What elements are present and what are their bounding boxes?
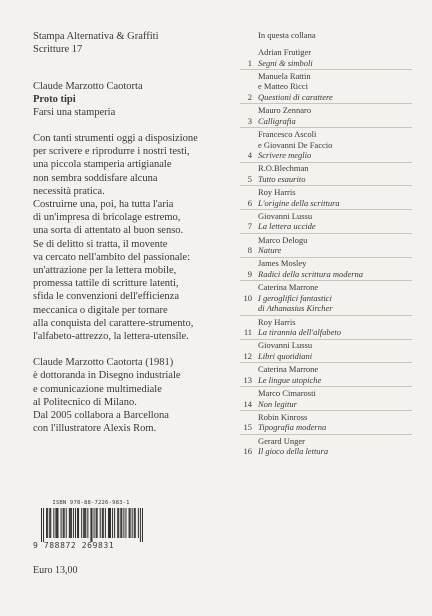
book-author: Claude Marzotto Caotorta (33, 81, 143, 92)
series-number: Scritture 17 (33, 44, 83, 55)
entry-author: Giovanni Lussu (258, 340, 313, 351)
barcode-bar (84, 508, 85, 538)
barcode-bar (56, 508, 57, 538)
blurb-line: una piccola stamperia artigianale (33, 159, 172, 171)
barcode-bar (110, 508, 111, 538)
series-entry (240, 412, 420, 433)
publisher-block (33, 30, 238, 56)
entry-author: James Mosley (258, 258, 307, 269)
series-entry (240, 187, 420, 208)
barcode-bar (66, 508, 67, 538)
barcode-bar (69, 508, 70, 538)
entry-author: Adrian Frutiger (258, 47, 312, 57)
entry-author: Marco Delogu (258, 234, 308, 245)
barcode-bar (43, 508, 44, 542)
entry-author: Giovanni Lussu (258, 210, 313, 221)
barcode-bar (109, 508, 110, 538)
entry-title: Segni & simboli (258, 57, 313, 68)
series-entry (240, 71, 420, 103)
series-entry (240, 282, 420, 314)
blurb-line: non sembra soddisfare alcuna (33, 172, 158, 184)
entry-title: La lettera uccide (258, 221, 316, 232)
blurb-line: Se di delitto si tratta, il movente (33, 238, 168, 250)
barcode-bar (140, 508, 141, 542)
entry-number: 13 (243, 374, 252, 385)
isbn-label: ISBN 978-88-7226-983-1 (52, 500, 130, 506)
entry-number: 11 (243, 327, 252, 338)
left-column (33, 30, 238, 448)
entry-number: 7 (247, 221, 252, 232)
barcode-bar (77, 508, 78, 538)
entry-title: Le lingue utopiche (258, 374, 322, 385)
entry-number: 3 (247, 115, 252, 126)
entry-number: 6 (247, 197, 252, 208)
entry-title: di Athanasius Kircher (258, 303, 333, 314)
series-entry (240, 317, 420, 338)
blurb-line: va cercato nell'ambito del passionale: (33, 251, 190, 263)
entry-number: 4 (247, 150, 252, 161)
series-entry (240, 163, 420, 184)
series-entry (240, 364, 420, 385)
blurb-line: un'attrazione per la lettera mobile, (33, 265, 177, 277)
barcode-bar (138, 508, 139, 538)
barcode-bar (41, 508, 42, 542)
barcode-bar (132, 508, 133, 538)
barcode-bar (142, 508, 143, 542)
barcode-bar (70, 508, 71, 538)
entry-number: 10 (243, 292, 252, 303)
publisher-name: Stampa Alternativa & Graffiti (33, 31, 159, 42)
blurb-line: una sorta di attentato al buon senso. (33, 225, 184, 237)
barcode-bar (71, 508, 72, 538)
barcode-bar (112, 508, 113, 538)
barcode-bar (96, 508, 97, 538)
barcode-bar (73, 508, 74, 538)
entry-author: Marco Cimarosti (258, 387, 316, 398)
barcode-bar (85, 508, 86, 538)
barcode-bar (81, 508, 82, 538)
entry-author: R.O.Blechman (258, 163, 309, 174)
barcode-bar (53, 508, 54, 538)
entry-number: 15 (243, 422, 252, 433)
entry-author: Francesco Ascoli (258, 128, 317, 139)
blurb-line: promessa tattile di scritture latenti, (33, 278, 179, 290)
barcode-bar (94, 508, 95, 538)
barcode-bar (134, 508, 135, 538)
barcode-bar (55, 508, 56, 538)
entry-title: Nature (258, 245, 282, 256)
barcode-bar (100, 508, 101, 538)
blurb-line: Con tanti strumenti oggi a disposizione (33, 133, 198, 144)
series-entry (240, 235, 420, 256)
entry-title: Tutto esaurito (258, 173, 306, 184)
barcode-bar (57, 508, 58, 538)
entry-author: Manuela Rattin (258, 70, 311, 81)
barcode-bar (135, 508, 136, 538)
entry-title: Non legitur (258, 398, 297, 409)
barcode-bar (75, 508, 76, 538)
book-subtitle: Farsi una stamperia (33, 107, 116, 118)
blurb-line: meccanica o digitale per tornare (33, 304, 168, 316)
series-entry (240, 105, 420, 126)
bio-line: e comunicazione multimediale (33, 383, 162, 395)
series-entry (240, 388, 420, 409)
entry-title: L'origine della scrittura (258, 197, 340, 208)
entry-title: La tirannia dell'alfabeto (258, 327, 342, 338)
entry-author: Caterina Marrone (258, 282, 319, 293)
barcode-bar (97, 508, 98, 538)
entry-title: Libri quotidiani (258, 350, 313, 361)
bio-line: è dottoranda in Disegno industriale (33, 370, 181, 382)
entry-title: Radici della scrittura moderna (258, 269, 364, 280)
entry-title: Questioni di carattere (258, 91, 333, 102)
series-heading: In questa collana (258, 30, 316, 40)
barcode-bar (78, 508, 79, 538)
barcode-bar (129, 508, 130, 538)
barcode-bar (117, 508, 118, 538)
entry-author: Gerard Unger (258, 435, 305, 446)
series-entry (240, 258, 420, 279)
barcode-bar (49, 508, 50, 538)
bio-line: con l'illustratore Alexis Rom. (33, 423, 157, 435)
blurb-line: necessità pratica. (33, 185, 105, 197)
barcode-bars (41, 508, 143, 542)
barcode-bar (64, 508, 65, 538)
entry-number: 12 (243, 350, 252, 361)
barcode-bar (121, 508, 122, 538)
barcode-bar (118, 508, 119, 538)
entry-author: Mauro Zennaro (258, 105, 312, 116)
series-entry (240, 211, 420, 232)
bio-line: Dal 2005 collabora a Barcellona (33, 410, 169, 422)
barcode-bar (105, 508, 106, 538)
blurb-line: Costruirne una, poi, ha tutta l'aria (33, 199, 174, 211)
barcode-bar (120, 508, 121, 538)
entry-author: Roy Harris (258, 187, 296, 198)
entry-title: Scrivere meglio (258, 150, 312, 161)
price: Euro 13,00 (33, 565, 78, 576)
entry-title: Il gioco della lettura (258, 446, 329, 457)
barcode-bar (123, 508, 124, 538)
series-entry (240, 340, 420, 361)
barcode-bar (130, 508, 131, 538)
barcode-bar (125, 508, 126, 538)
blurb-line: per scrivere e riprodurre i nostri testi, (33, 146, 190, 158)
entry-number: 16 (243, 446, 252, 457)
barcode-bar (63, 508, 64, 538)
entry-title: Calligrafia (258, 115, 296, 126)
book-title: Proto tipi (33, 94, 76, 105)
entry-number: 8 (247, 245, 252, 256)
barcode-bar (103, 508, 104, 538)
barcode-bar (50, 508, 51, 538)
author-bio (33, 356, 238, 435)
series-entry (240, 47, 420, 68)
blurb-line: l'alfabeto-attrezzo, la lettera-utensile. (33, 331, 189, 343)
entry-author: Roy Harris (258, 316, 296, 327)
barcode-bar (102, 508, 103, 538)
entry-number: 9 (247, 269, 252, 280)
barcode-bar (114, 508, 115, 538)
barcode-digits: 9 788872 269831 (33, 541, 115, 550)
series-list (240, 30, 420, 459)
blurb-line: alla conquista del carattere-strumento, (33, 317, 194, 329)
entry-number: 14 (243, 398, 252, 409)
entry-title: I geroglifici fantastici (258, 292, 332, 303)
entry-title: Tipografia moderna (258, 422, 327, 433)
barcode-bar (46, 508, 47, 538)
entry-author: e Matteo Ricci (258, 81, 309, 92)
entry-number: 5 (247, 173, 252, 184)
blurb-line: sfida le convenzioni dell'efficienza (33, 291, 180, 303)
entry-number: 1 (247, 57, 252, 68)
barcode-bar (61, 508, 62, 538)
barcode-bar (87, 508, 88, 538)
series-entries (240, 47, 420, 457)
blurb-line: di un'impresa di bricolage estremo, (33, 212, 181, 224)
barcode-bar (108, 508, 109, 538)
barcode-bar (47, 508, 48, 538)
bio-line: Claude Marzotto Caotorta (1981) (33, 357, 174, 369)
entry-author: e Giovanni De Faccio (258, 139, 333, 150)
entry-number: 2 (247, 91, 252, 102)
blurb-text (33, 132, 238, 343)
barcode-bar (83, 508, 84, 538)
entry-author: Caterina Marrone (258, 364, 319, 375)
series-entry (240, 436, 420, 457)
bio-line: al Politecnico di Milano. (33, 396, 137, 408)
entry-author: Robin Kinross (258, 411, 308, 422)
series-entry (240, 129, 420, 161)
barcode-bar (91, 508, 92, 542)
barcode-bar (90, 508, 91, 542)
isbn-barcode (33, 500, 149, 552)
